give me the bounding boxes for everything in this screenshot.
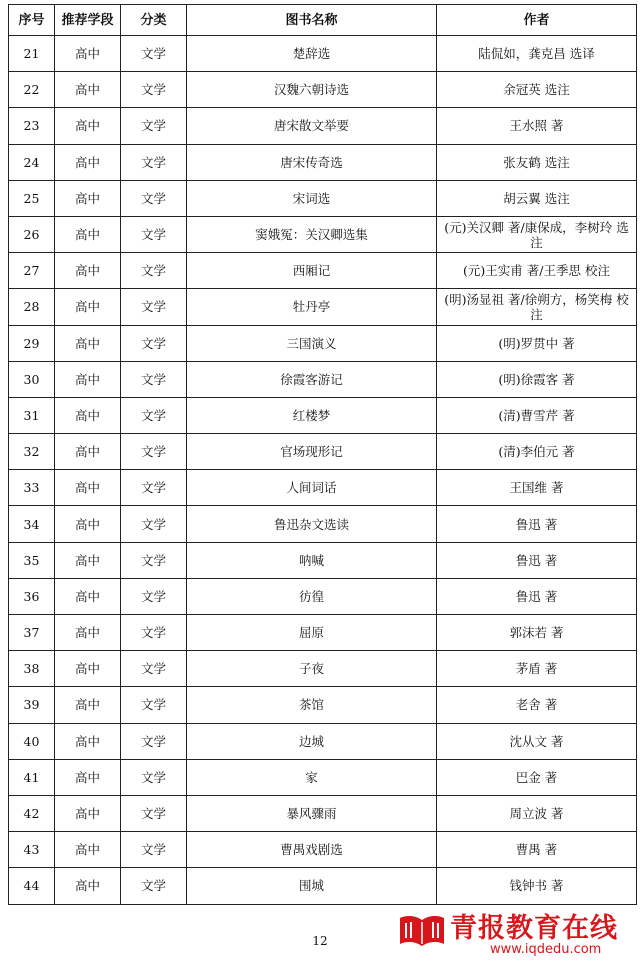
- cell-number: 27: [9, 253, 55, 289]
- table-row: [9, 216, 637, 252]
- cell-number: 43: [9, 832, 55, 868]
- cell-stage: 高中: [55, 434, 121, 470]
- open-book-logo-icon: [398, 910, 446, 950]
- cell-number: 29: [9, 325, 55, 361]
- cell-category: 文学: [121, 72, 187, 108]
- cell-title: 呐喊: [187, 542, 437, 578]
- table-row: [9, 832, 637, 868]
- cell-stage: 高中: [55, 868, 121, 904]
- table-row: [9, 759, 637, 795]
- cell-category: 文学: [121, 506, 187, 542]
- cell-category: 文学: [121, 216, 187, 252]
- cell-stage: 高中: [55, 651, 121, 687]
- cell-title: 宋词选: [187, 180, 437, 216]
- cell-stage: 高中: [55, 72, 121, 108]
- watermark-url: www.iqdedu.com: [490, 942, 602, 957]
- cell-title: 汉魏六朝诗选: [187, 72, 437, 108]
- cell-title: 三国演义: [187, 325, 437, 361]
- cell-author: (明)徐霞客 著: [437, 361, 637, 397]
- table-row: [9, 72, 637, 108]
- table-row: [9, 470, 637, 506]
- cell-author: 鲁迅 著: [437, 542, 637, 578]
- cell-number: 32: [9, 434, 55, 470]
- cell-title: 子夜: [187, 651, 437, 687]
- cell-author: 鲁迅 著: [437, 506, 637, 542]
- cell-stage: 高中: [55, 325, 121, 361]
- cell-number: 24: [9, 144, 55, 180]
- table-row: [9, 615, 637, 651]
- table-row: [9, 506, 637, 542]
- header-number: 序号: [9, 5, 55, 36]
- cell-title: 窦娥冤：关汉卿选集: [187, 216, 437, 252]
- cell-number: 36: [9, 578, 55, 614]
- cell-number: 22: [9, 72, 55, 108]
- cell-title: 红楼梦: [187, 397, 437, 433]
- header-author: 作者: [437, 5, 637, 36]
- book-list-table: [8, 4, 637, 905]
- table-row: [9, 108, 637, 144]
- table-row: [9, 289, 637, 325]
- table-row: [9, 795, 637, 831]
- cell-stage: 高中: [55, 615, 121, 651]
- cell-author: (元)关汉卿 著/康保成，李树玲 选注: [437, 216, 637, 252]
- header-stage: 推荐学段: [55, 5, 121, 36]
- cell-category: 文学: [121, 578, 187, 614]
- table-row: [9, 868, 637, 904]
- table-row: [9, 325, 637, 361]
- cell-stage: 高中: [55, 216, 121, 252]
- table-row: [9, 144, 637, 180]
- cell-category: 文学: [121, 289, 187, 325]
- cell-author: (清)曹雪芹 著: [437, 397, 637, 433]
- header-row: [9, 5, 637, 36]
- cell-author: 曹禺 著: [437, 832, 637, 868]
- cell-number: 37: [9, 615, 55, 651]
- cell-author: 周立波 著: [437, 795, 637, 831]
- cell-title: 牡丹亭: [187, 289, 437, 325]
- table-row: [9, 578, 637, 614]
- cell-title: 屈原: [187, 615, 437, 651]
- table-row: [9, 434, 637, 470]
- cell-stage: 高中: [55, 759, 121, 795]
- cell-category: 文学: [121, 687, 187, 723]
- watermark: [398, 904, 634, 960]
- cell-title: 彷徨: [187, 578, 437, 614]
- table-row: [9, 180, 637, 216]
- cell-stage: 高中: [55, 361, 121, 397]
- cell-number: 33: [9, 470, 55, 506]
- cell-title: 楚辞选: [187, 36, 437, 72]
- cell-title: 徐霞客游记: [187, 361, 437, 397]
- cell-number: 23: [9, 108, 55, 144]
- cell-number: 25: [9, 180, 55, 216]
- table-row: [9, 361, 637, 397]
- cell-category: 文学: [121, 542, 187, 578]
- cell-title: 官场现形记: [187, 434, 437, 470]
- cell-stage: 高中: [55, 542, 121, 578]
- cell-number: 38: [9, 651, 55, 687]
- cell-title: 边城: [187, 723, 437, 759]
- cell-stage: 高中: [55, 723, 121, 759]
- cell-stage: 高中: [55, 506, 121, 542]
- cell-stage: 高中: [55, 687, 121, 723]
- cell-stage: 高中: [55, 795, 121, 831]
- cell-author: 老舍 著: [437, 687, 637, 723]
- table-row: [9, 651, 637, 687]
- cell-category: 文学: [121, 180, 187, 216]
- cell-category: 文学: [121, 325, 187, 361]
- table-header: [9, 5, 637, 36]
- cell-title: 曹禺戏剧选: [187, 832, 437, 868]
- cell-number: 31: [9, 397, 55, 433]
- cell-number: 40: [9, 723, 55, 759]
- cell-stage: 高中: [55, 470, 121, 506]
- cell-number: 41: [9, 759, 55, 795]
- page-number: 12: [312, 934, 328, 948]
- cell-author: 王国维 著: [437, 470, 637, 506]
- cell-author: (元)王实甫 著/王季思 校注: [437, 253, 637, 289]
- cell-stage: 高中: [55, 36, 121, 72]
- cell-category: 文学: [121, 36, 187, 72]
- cell-number: 39: [9, 687, 55, 723]
- cell-stage: 高中: [55, 832, 121, 868]
- cell-stage: 高中: [55, 253, 121, 289]
- cell-category: 文学: [121, 832, 187, 868]
- cell-number: 34: [9, 506, 55, 542]
- cell-title: 鲁迅杂文选读: [187, 506, 437, 542]
- cell-number: 30: [9, 361, 55, 397]
- cell-author: 陆侃如，龚克昌 选译: [437, 36, 637, 72]
- cell-stage: 高中: [55, 144, 121, 180]
- cell-number: 28: [9, 289, 55, 325]
- cell-category: 文学: [121, 795, 187, 831]
- cell-author: (清)李伯元 著: [437, 434, 637, 470]
- table-row: [9, 36, 637, 72]
- cell-category: 文学: [121, 615, 187, 651]
- cell-category: 文学: [121, 434, 187, 470]
- table-body: [9, 36, 637, 905]
- cell-title: 西厢记: [187, 253, 437, 289]
- cell-stage: 高中: [55, 180, 121, 216]
- cell-title: 家: [187, 759, 437, 795]
- cell-stage: 高中: [55, 397, 121, 433]
- header-category: 分类: [121, 5, 187, 36]
- cell-category: 文学: [121, 470, 187, 506]
- cell-title: 暴风骤雨: [187, 795, 437, 831]
- cell-category: 文学: [121, 651, 187, 687]
- table-row: [9, 687, 637, 723]
- cell-author: 郭沫若 著: [437, 615, 637, 651]
- cell-category: 文学: [121, 759, 187, 795]
- cell-category: 文学: [121, 397, 187, 433]
- cell-stage: 高中: [55, 289, 121, 325]
- cell-category: 文学: [121, 144, 187, 180]
- cell-category: 文学: [121, 253, 187, 289]
- cell-title: 人间词话: [187, 470, 437, 506]
- header-title: 图书名称: [187, 5, 437, 36]
- cell-author: 钱钟书 著: [437, 868, 637, 904]
- cell-title: 茶馆: [187, 687, 437, 723]
- table-row: [9, 397, 637, 433]
- cell-number: 21: [9, 36, 55, 72]
- cell-author: (明)汤显祖 著/徐朔方，杨笑梅 校注: [437, 289, 637, 325]
- cell-category: 文学: [121, 108, 187, 144]
- cell-number: 42: [9, 795, 55, 831]
- cell-stage: 高中: [55, 108, 121, 144]
- table-row: [9, 723, 637, 759]
- cell-stage: 高中: [55, 578, 121, 614]
- table-row: [9, 253, 637, 289]
- cell-author: 鲁迅 著: [437, 578, 637, 614]
- table-row: [9, 542, 637, 578]
- cell-author: 余冠英 选注: [437, 72, 637, 108]
- cell-author: 王水照 著: [437, 108, 637, 144]
- cell-number: 26: [9, 216, 55, 252]
- cell-author: (明)罗贯中 著: [437, 325, 637, 361]
- cell-category: 文学: [121, 361, 187, 397]
- cell-category: 文学: [121, 868, 187, 904]
- cell-title: 唐宋散文举要: [187, 108, 437, 144]
- cell-author: 巴金 著: [437, 759, 637, 795]
- cell-number: 35: [9, 542, 55, 578]
- cell-author: 张友鹤 选注: [437, 144, 637, 180]
- cell-number: 44: [9, 868, 55, 904]
- cell-title: 围城: [187, 868, 437, 904]
- cell-title: 唐宋传奇选: [187, 144, 437, 180]
- cell-author: 胡云翼 选注: [437, 180, 637, 216]
- cell-category: 文学: [121, 723, 187, 759]
- cell-author: 沈从文 著: [437, 723, 637, 759]
- watermark-title: 青报教育在线: [450, 913, 618, 944]
- cell-author: 茅盾 著: [437, 651, 637, 687]
